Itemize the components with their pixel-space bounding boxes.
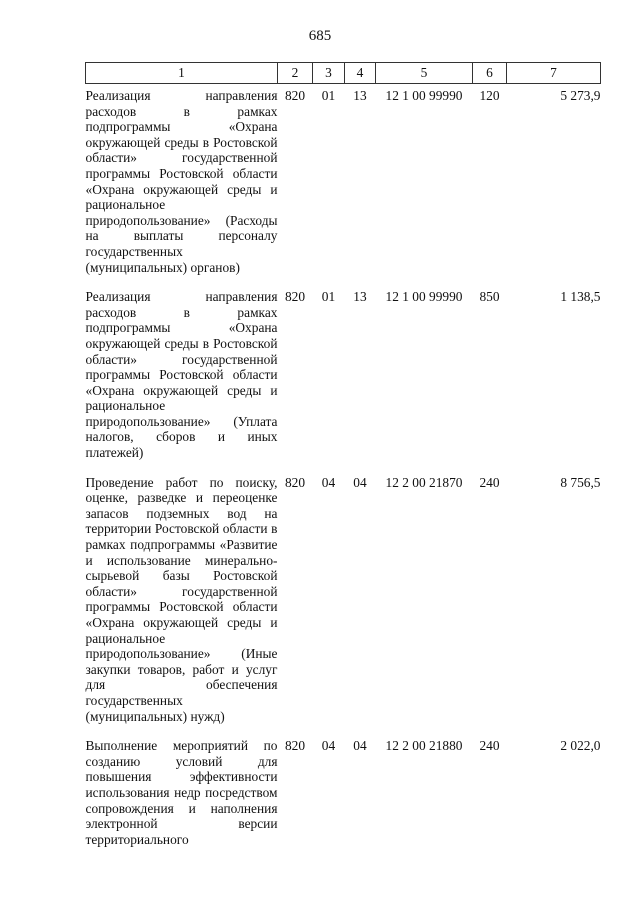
header-row [86,63,601,84]
col-header-6: 6 [473,63,507,84]
row-code-5: 12 1 00 99990 [385,88,463,103]
row-code-2: 820 [284,88,306,103]
row-code-4: 04 [353,474,367,490]
col-header-2: 2 [278,63,313,84]
row-code-2: 820 [284,289,306,305]
table-row [86,471,601,735]
row-code-3: 04 [321,474,336,490]
row-code-6: 240 [479,474,500,490]
row-code-3: 01 [321,88,336,103]
row-code-6: 120 [479,88,500,103]
row-code-4: 13 [353,88,367,103]
row-description: Реализация направления расходов в рамках подпрограммы «Охрана окружающей среды в Ростовской области» государственной программы Ростовской области «Охрана окружающей среды и рациональное природопользование» (Уплата налогов, сборов и иных платежей) [85,289,278,461]
row-amount: 8 756,5 [560,474,601,490]
row-description: Выполнение мероприятий по созданию условий для повышения эффективности использования недр посредством сопровождения и наполнения электронной версии территориального [85,738,278,847]
row-description: Проведение работ по поиску, оценке, разведке и переоценке запасов подземных вод на территории Ростовской области в рамках подпрограммы «Развитие и использование минерально-сырьевой базы Ростовской области» государственной программы Ростовской области «Охрана окружающей среды и рациональное природопользование» (Иные закупки товаров, работ и услуг для обеспечения государственных (муниципальных) нужд) [85,474,278,724]
row-code-3: 01 [321,289,336,305]
row-code-5: 12 2 00 21880 [385,738,463,754]
col-header-7: 7 [507,63,601,84]
col-header-1: 1 [86,63,278,84]
table-row [86,84,601,286]
col-header-3: 3 [313,63,345,84]
row-code-2: 820 [284,738,306,754]
row-description: Реализация направления расходов в рамках подпрограммы «Охрана окружающей среды в Ростовской области» государственной программы Ростовской области «Охрана окружающей среды и рациональное природопользование» (Расходы на выплаты персоналу государственных (муниципальных) органов) [85,88,278,275]
page-number: 685 [308,28,332,44]
row-amount: 5 273,9 [560,88,601,103]
col-header-4: 4 [345,63,376,84]
row-amount: 1 138,5 [560,289,601,305]
row-code-6: 240 [479,738,500,754]
table-row [86,285,601,471]
row-code-4: 04 [353,738,367,754]
col-header-5: 5 [376,63,473,84]
table-row [86,734,601,857]
row-code-4: 13 [353,289,367,305]
row-code-2: 820 [284,474,306,490]
budget-table [85,62,601,857]
row-code-6: 850 [479,289,500,305]
row-code-5: 12 2 00 21870 [385,474,463,490]
row-code-3: 04 [321,738,336,754]
row-amount: 2 022,0 [560,738,601,754]
row-code-5: 12 1 00 99990 [385,289,463,305]
